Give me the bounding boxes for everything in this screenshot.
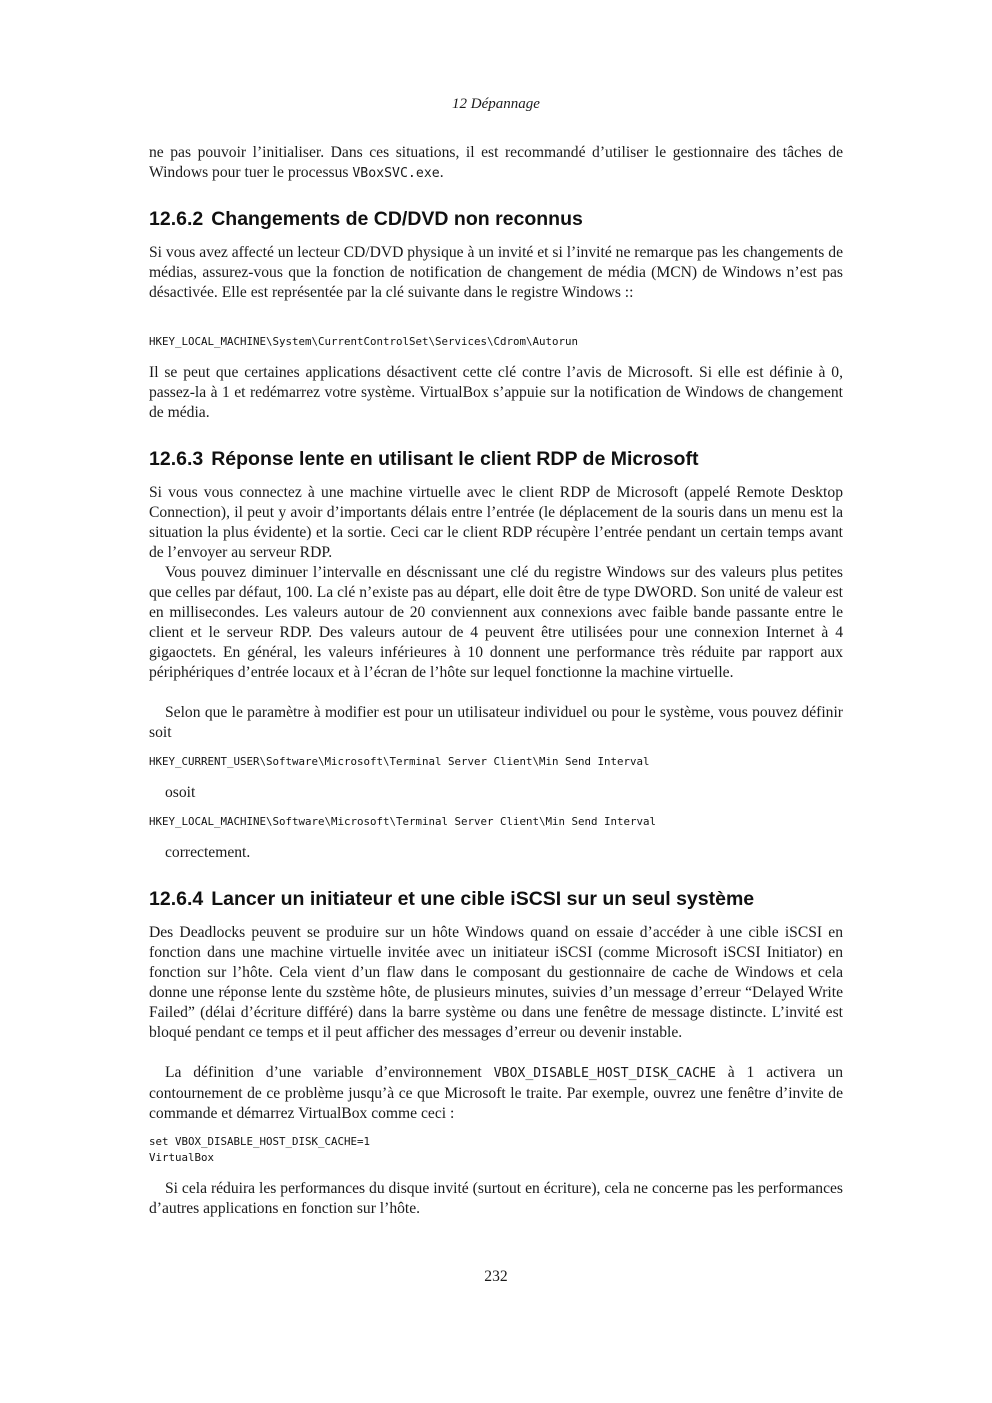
running-header: 12 Dépannage bbox=[452, 96, 540, 112]
paragraph: Si vous vous connectez à une machine virtuelle avec le client RDP de Microsoft (appelé Remote Desktop Connection), il peut y avoir d’importants délais entre l’entrée (le déplacement de la souris dans un menu est la situation la plus évidente) et la sortie. Ceci car le client RDP récupère l’entrée pendant un certain temps avant de l’envoyer au serveur RDP. bbox=[149, 484, 843, 561]
paragraph: Il se peut que certaines applications désactivent cette clé contre l’avis de Microsoft. Si elle est définie à 0, passez-la à 1 et redémarrez votre système. VirtualBox s’appuie sur la notification de Windows de changement de média. bbox=[149, 364, 843, 421]
code-block: HKEY_CURRENT_USER\Software\Microsoft\Terminal Server Client\Min Send Interval bbox=[149, 755, 650, 768]
code-block: HKEY_LOCAL_MACHINE\System\CurrentControlSet\Services\Cdrom\Autorun bbox=[149, 335, 579, 348]
intro-text: ne pas pouvoir l’initialiser. Dans ces situations, il est recommandé d’utiliser le gestionnaire des tâches de Windows pour tuer le processus bbox=[149, 144, 843, 181]
paragraph bbox=[149, 1063, 843, 1124]
intro-text-end: . bbox=[439, 164, 444, 181]
inline-code-env-var: VBOX_DISABLE_HOST_DISK_CACHE bbox=[493, 1066, 716, 1081]
intro-paragraph bbox=[149, 143, 843, 184]
paragraph: Vous pouvez diminuer l’intervalle en déscnissant une clé du registre Windows sur des valeurs plus petites que celles par défaut, 100. La clé n’existe pas au départ, elle doit être de type DWORD. Son unité de valeur est en millisecondes. Les valeurs autour de 20 conviennent aux connexions avec faible bande passante entre le client et le serveur RDP. Des valeurs autour de 4 peuvent être utilisées pour une connexion Internet à 4 gigaoctets. En général, les valeurs inférieures à 10 donnent une performance très réduite par rapport aux périphériques d’entrée locaux et à l’écran de l’hôte sur lequel fonctionne la machine virtuelle. bbox=[149, 564, 843, 681]
paragraph: osoit bbox=[165, 784, 196, 801]
code-block: HKEY_LOCAL_MACHINE\Software\Microsoft\Terminal Server Client\Min Send Interval bbox=[149, 815, 657, 828]
paragraph-text: La définition d’une variable d’environnement bbox=[165, 1064, 494, 1081]
paragraph-text: à 1 activera un contournement de ce problème jusqu’à ce que Microsoft le traite. Par exemple, ouvrez une fenêtre d’invite de commande et démarrez VirtualBox comme ceci : bbox=[149, 1064, 844, 1122]
code-block bbox=[149, 1134, 370, 1166]
section-heading-12-6-2 bbox=[149, 207, 869, 231]
paragraph: Si vous avez affecté un lecteur CD/DVD physique à un invité et si l’invité ne remarque pas les changements de médias, assurez-vous que la fonction de notification de changement de média (MCN) de Windows n’est pas désactivée. Elle est représentée par la clé suivante dans le registre Windows :: bbox=[149, 244, 843, 301]
section-heading-12-6-4 bbox=[149, 887, 869, 911]
paragraph: Si cela réduira les performances du disque invité (surtout en écriture), cela ne concerne pas les performances d’autres applications en fonction sur l’hôte. bbox=[149, 1180, 843, 1217]
page-number: 232 bbox=[484, 1268, 508, 1285]
section-title: Réponse lente en utilisant le client RDP de Microsoft bbox=[211, 448, 699, 470]
section-heading-12-6-3 bbox=[149, 447, 869, 471]
section-number: 12.6.2 bbox=[149, 208, 204, 230]
section-number: 12.6.3 bbox=[149, 448, 204, 470]
paragraph: Des Deadlocks peuvent se produire sur un hôte Windows quand on essaie d’accéder à une cible iSCSI en fonction dans une machine virtuelle invitée avec un initiateur iSCSI (comme Microsoft iSCSI Initiator) en fonction sur l’hôte. Cela vient d’un flaw dans le composant du gestionnaire de cache de Windows et cela donne une réponse lente du szstème hôte, de plusieurs minutes, suivies d’un message d’erreur “Delayed Write Failed” (délai d’écriture différé) dans la barre système ou dans une fenêtre de message distincte. L’invité est bloqué pendant ce temps et il peut afficher des messages d’erreur ou devenir instable. bbox=[149, 924, 843, 1041]
section-title: Changements de CD/DVD non reconnus bbox=[211, 208, 583, 230]
paragraph: Selon que le paramètre à modifier est pour un utilisateur individuel ou pour le système, vous pouvez définir soit bbox=[149, 704, 843, 741]
inline-code-vboxsvc: VBoxSVC.exe bbox=[352, 166, 440, 181]
section-title: Lancer un initiateur et une cible iSCSI sur un seul système bbox=[211, 888, 755, 910]
code-line: set VBOX_DISABLE_HOST_DISK_CACHE=1 bbox=[149, 1135, 371, 1148]
section-number: 12.6.4 bbox=[149, 888, 204, 910]
code-line: VirtualBox bbox=[149, 1151, 215, 1164]
paragraph: correctement. bbox=[165, 844, 251, 861]
